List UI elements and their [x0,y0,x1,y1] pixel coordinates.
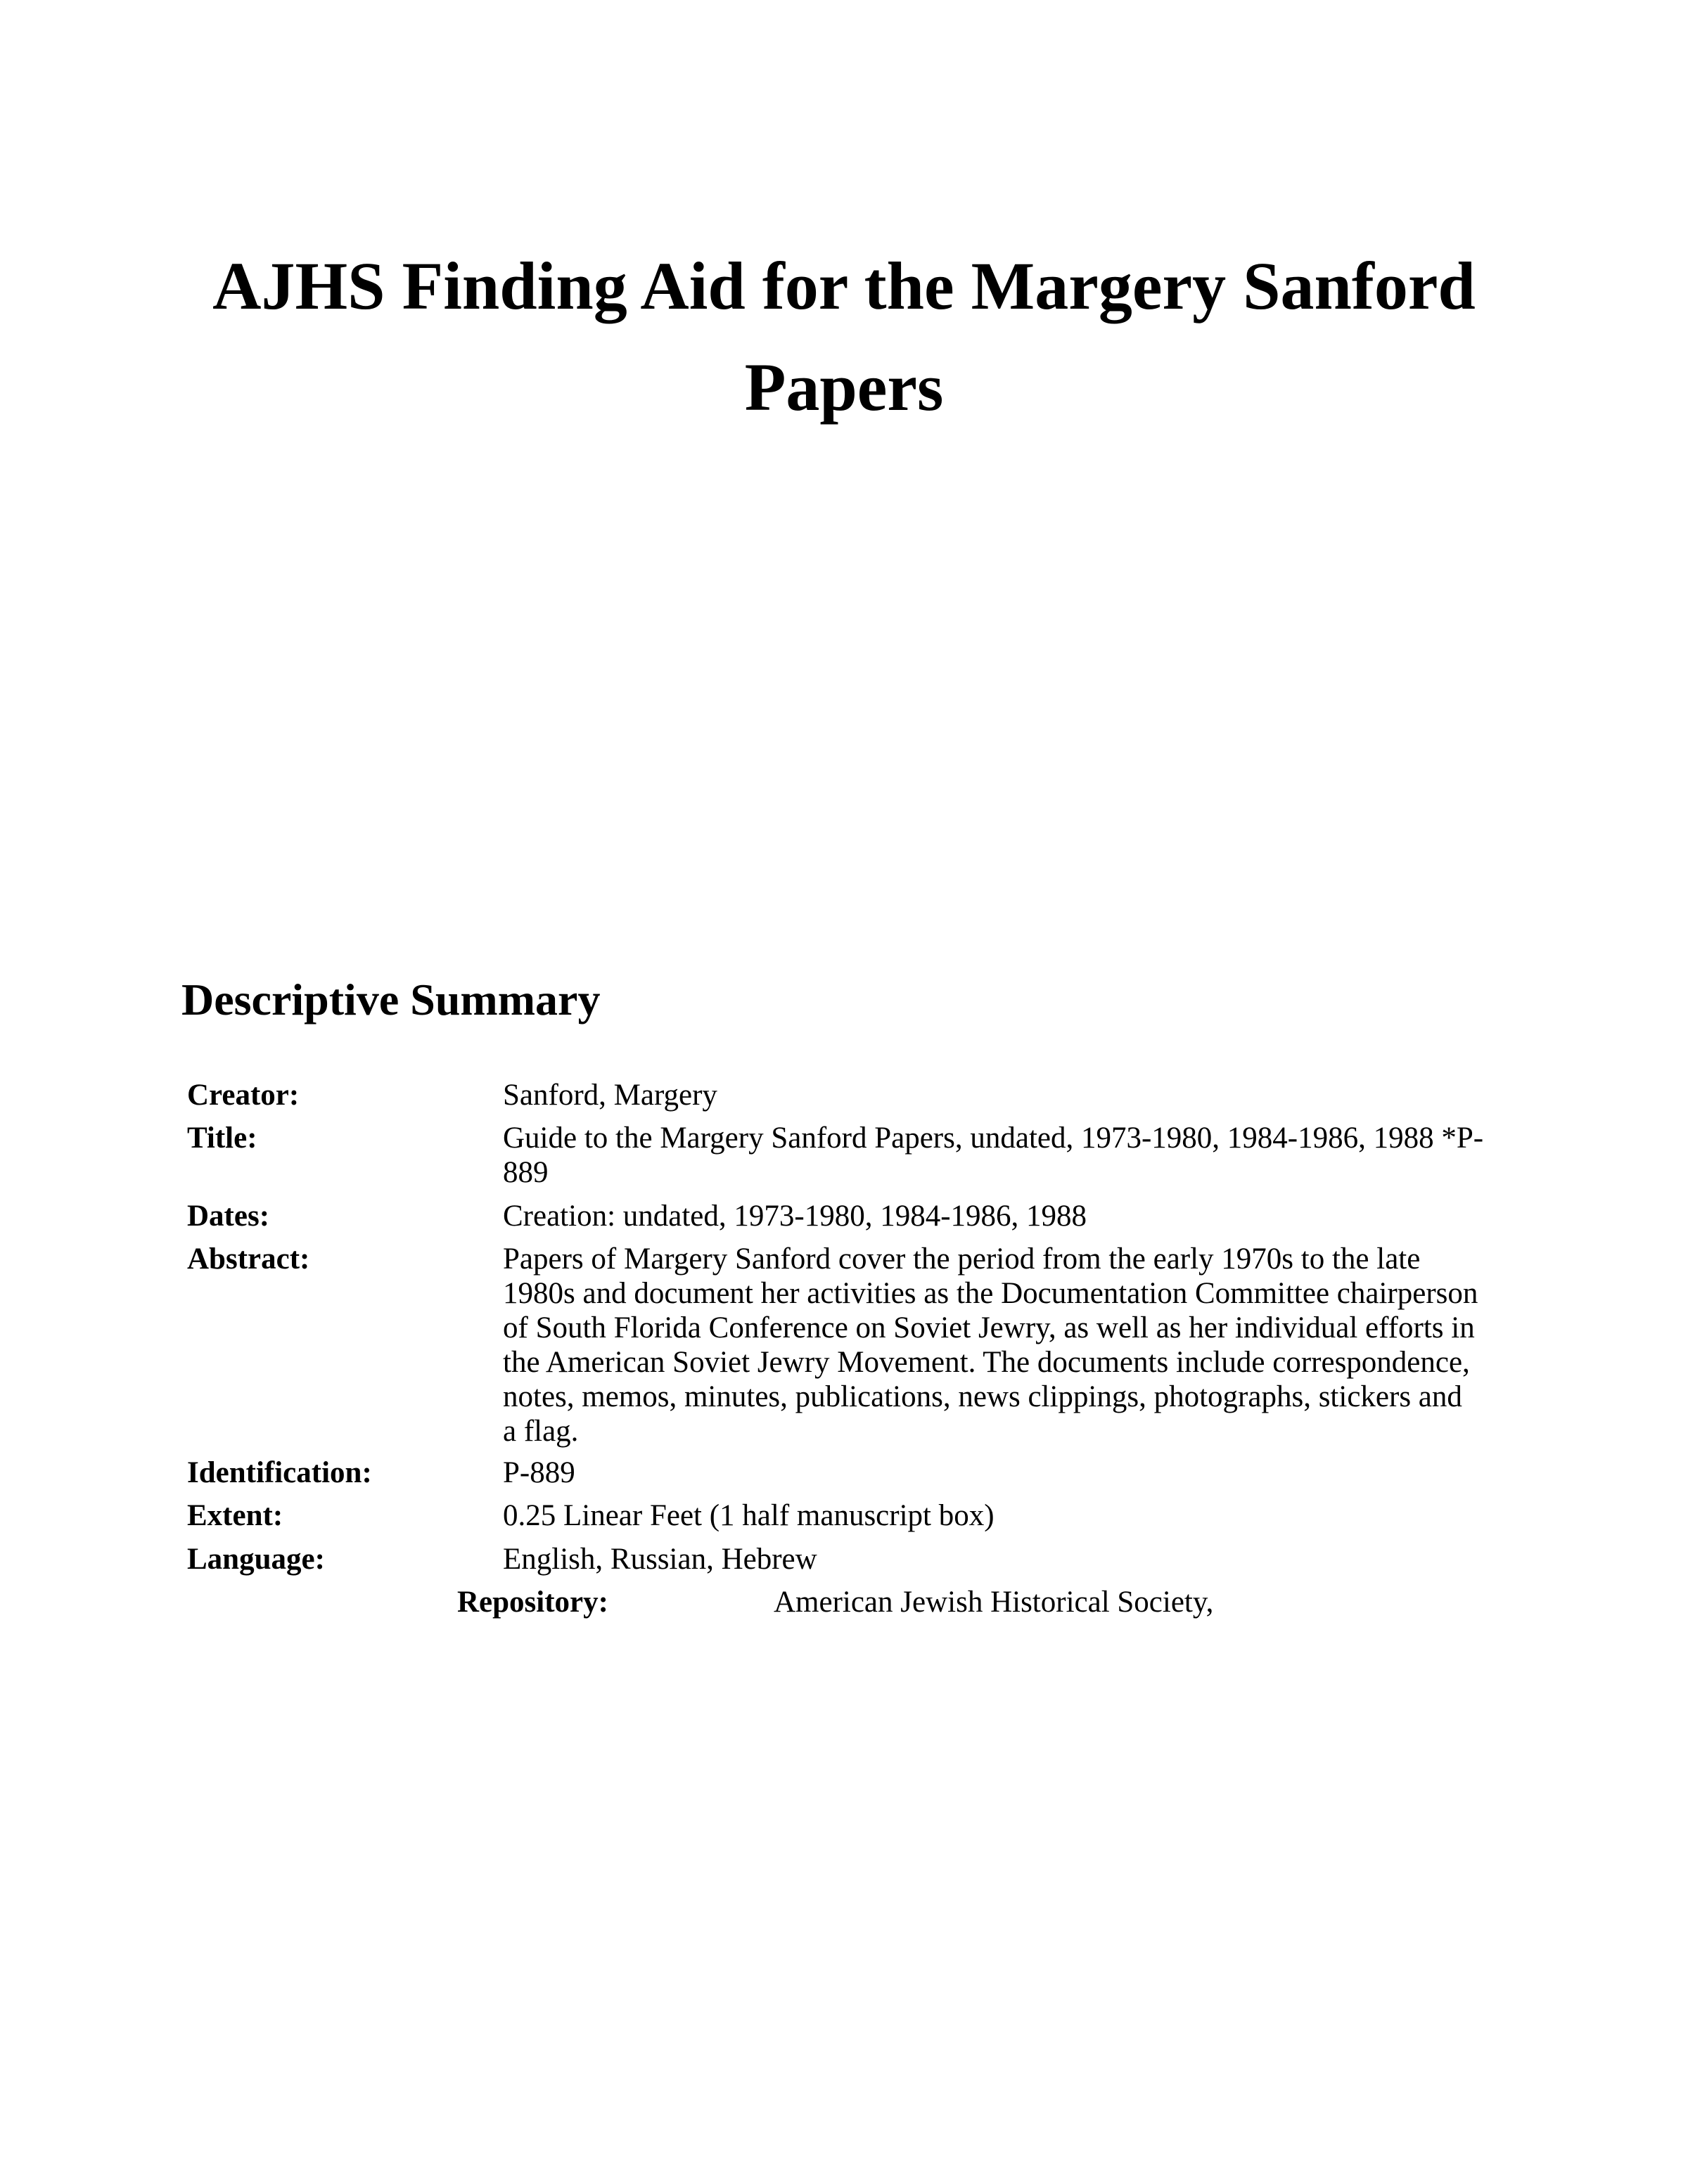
dates-label: Dates: [187,1200,270,1233]
title-value: Guide to the Margery Sanford Papers, undated, 1973-1980, 1984-1986, 1988 *P-889 [503,1122,1484,1189]
identification-label: Identification: [187,1456,372,1489]
extent-value: 0.25 Linear Feet (1 half manuscript box) [503,1499,995,1532]
identification-value: P-889 [503,1456,575,1489]
language-label: Language: [187,1543,325,1576]
abstract-label: Abstract: [187,1242,310,1276]
title-label: Title: [187,1122,257,1155]
extent-label: Extent: [187,1499,283,1532]
language-value: English, Russian, Hebrew [503,1543,817,1576]
repository-value: American Jewish Historical Society, [774,1586,1214,1619]
repository-label: Repository: [457,1586,608,1619]
document-title: AJHS Finding Aid for the Margery Sanford Papers [212,248,1476,425]
creator-label: Creator: [187,1079,300,1112]
dates-value: Creation: undated, 1973-1980, 1984-1986, 1988 [503,1200,1087,1233]
section-heading-descriptive-summary: Descriptive Summary [181,975,601,1024]
abstract-value: Papers of Margery Sanford cover the period from the early 1970s to the late 1980s and document her activities as the Documentation Committee chairperson of South Florida Conference on Soviet Jewry, as well as her individual efforts in the American Soviet Jewry Movement. The documents include correspondence, notes, memos, minutes, publications, news clippings, photographs, stickers and a flag. [503,1242,1478,1448]
creator-value: Sanford, Margery [503,1079,717,1112]
